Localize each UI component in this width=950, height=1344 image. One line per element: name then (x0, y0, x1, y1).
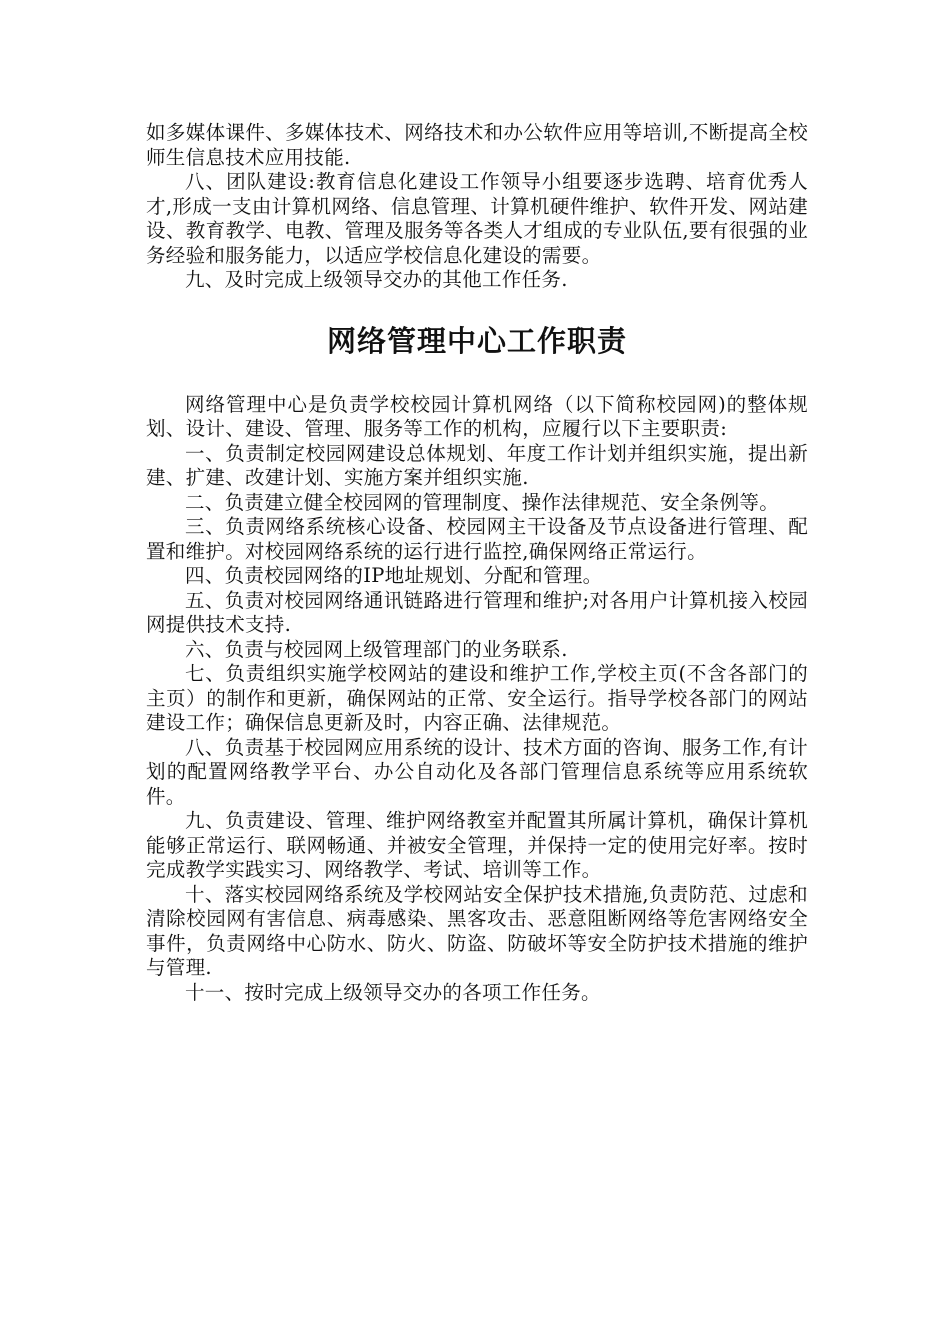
duty-item-8: 八、负责基于校园网应用系统的设计、技术方面的咨询、服务工作,有计划的配置网络教学平台、办公自动化及各部门管理信息系统等应用系统软件。 (146, 735, 808, 808)
duty-item-4: 四、负责校园网络的IP地址规划、分配和管理。 (185, 564, 603, 587)
duty-item-7: 七、负责组织实施学校网站的建设和维护工作,学校主页(不含各部门的主页）的制作和更新，确保网站的正常、安全运行。指导学校各部门的网站建设工作；确保信息更新及时，内容正确、法律规范。 (146, 662, 808, 734)
duty-item-6: 六、负责与校园网上级管理部门的业务联系. (185, 637, 568, 661)
duty-item-3: 三、负责网络系统核心设备、校园网主干设备及节点设备进行管理、配置和维护。对校园网络系统的运行进行监控,确保网络正常运行。 (146, 515, 808, 563)
document-page (146, 121, 808, 1005)
duty-item-5: 五、负责对校园网络通讯链路进行管理和维护;对各用户计算机接入校园网提供技术支持. (146, 588, 808, 636)
duty-item-11: 十一、按时完成上级领导交办的各项工作任务。 (185, 980, 601, 1004)
duty-item-10: 十、落实校园网络系统及学校网站安全保护技术措施,负责防范、过虑和清除校园网有害信息、病毒感染、黑客攻击、恶意阻断网络等危害网络安全事件，负责网络中心防水、防火、防盗、防破坏等安全防护技术措施的维护与管理. (146, 882, 808, 979)
duty-item-2: 二、负责建立健全校园网的管理制度、操作法律规范、安全条例等。 (185, 490, 780, 514)
paragraph-other-tasks: 九、及时完成上级领导交办的其他工作任务. (185, 268, 568, 291)
paragraph-continuation: 如多媒体课件、多媒体技术、网络技术和办公软件应用等培训,不断提高全校师生信息技术应用技能. (146, 121, 808, 169)
duty-item-1: 一、负责制定校园网建设总体规划、年度工作计划并组织实施，提出新建、扩建、改建计划、实施方案并组织实施. (146, 441, 808, 489)
paragraph-team-building: 八、团队建设:教育信息化建设工作领导小组要逐步选聘、培育优秀人才,形成一支由计算机网络、信息管理、计算机硬件维护、软件开发、网站建设、教育教学、电教、管理及服务等各类人才组成的专业队伍,要有很强的业务经验和服务能力，以适应学校信息化建设的需要。 (146, 170, 808, 267)
duty-item-9: 九、负责建设、管理、维护网络教室并配置其所属计算机，确保计算机能够正常运行、联网畅通、并被安全管理，并保持一定的使用完好率。按时完成教学实践实习、网络教学、考试、培训等工作。 (146, 809, 808, 881)
paragraph-intro: 网络管理中心是负责学校校园计算机网络（以下简称校园网)的整体规划、设计、建设、管理、服务等工作的机构，应履行以下主要职责: (146, 392, 808, 440)
section-title: 网络管理中心工作职责 (326, 323, 627, 358)
